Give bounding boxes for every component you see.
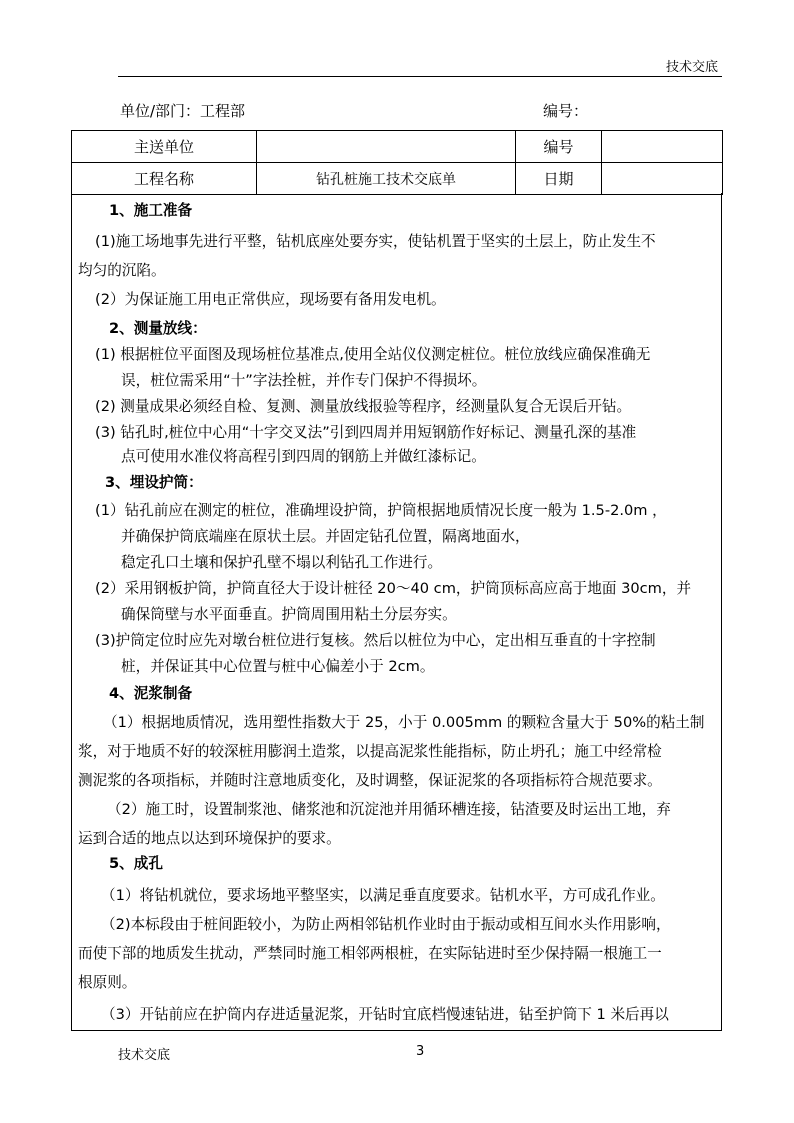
paragraph-line: (3)护筒定位时应先对墩台桩位进行复核。然后以桩位为中心，定出相互垂直的十字控制: [95, 632, 656, 649]
paragraph-line: 浆，对于地质不好的较深桩用膨润土造浆，以提高泥浆性能指标，防止坍孔；施工中经常检: [78, 743, 662, 760]
paragraph-line: 根原则。: [78, 974, 137, 991]
table-row: [72, 163, 723, 195]
date-value: [602, 163, 723, 195]
date-label: 日期: [516, 163, 602, 195]
footer-label: 技术交底: [118, 1048, 171, 1063]
paragraph-line: 点可使用水准仪将高程引到四周的钢筋上并做红漆标记。: [121, 448, 486, 465]
content-box: [71, 193, 722, 1031]
paragraph-line: 稳定孔口土壤和保护孔壁不塌以利钻孔工作进行。: [121, 554, 443, 571]
page-number: 3: [416, 1044, 425, 1059]
paragraph-line: 均匀的沉陷。: [78, 262, 166, 279]
header-title: 技术交底: [665, 60, 718, 75]
paragraph-line: 并确保护筒底端座在原状土层。并固定钻孔位置，隔离地面水，: [121, 528, 530, 545]
sender-label: 主送单位: [72, 131, 257, 163]
section-title: 1、施工准备: [109, 202, 193, 219]
project-value: 钻孔桩施工技术交底单: [257, 163, 516, 195]
paragraph-line: （1）根据地质情况，选用塑性指数大于 25，小于 0.005mm 的颗粒含量大于 50%的粘土制: [103, 714, 705, 731]
paragraph-line: （3）开钻前应在护筒内存进适量泥浆，开钻时宜底档慢速钻进，钻至护筒下 1 米后再以: [101, 1006, 669, 1023]
info-table: [71, 130, 723, 195]
paragraph-line: 确保筒壁与水平面垂直。护筒周围用粘土分层夯实。: [121, 606, 457, 623]
paragraph-line: 测泥浆的各项指标，并随时注意地质变化，及时调整，保证泥浆的各项指标符合规范要求。: [78, 772, 662, 789]
paragraph-line: (3) 钻孔时,桩位中心用“十字交叉法”引到四周并用短钢筋作好标记、测量孔深的基准: [95, 424, 637, 441]
code-value: [602, 131, 723, 163]
paragraph-line: 运到合适的地点以达到环境保护的要求。: [78, 830, 341, 847]
paragraph-line: (2）采用钢板护筒，护筒直径大于设计桩径 20～40 cm，护筒顶标高应高于地面 30cm，并: [95, 580, 692, 597]
paragraph-line: (2）为保证施工用电正常供应，现场要有备用发电机。: [95, 291, 446, 308]
paragraph-line: 桩，并保证其中心位置与桩中心偏差小于 2cm。: [121, 658, 435, 675]
section-title: 5、成孔: [109, 855, 163, 872]
paragraph-line: (1)施工场地事先进行平整，钻机底座处要夯实，使钻机置于坚实的土层上，防止发生不: [95, 233, 656, 250]
table-row: [72, 131, 723, 163]
section-title: 2、测量放线：: [109, 320, 207, 337]
paragraph-line: (2) 测量成果必须经自检、复测、测量放线报验等程序，经测量队复合无误后开钻。: [95, 398, 632, 415]
paragraph-line: （1）将钻机就位，要求场地平整坚实，以满足垂直度要求。钻机水平，方可成孔作业。: [101, 887, 665, 904]
sender-value: [257, 131, 516, 163]
project-label: 工程名称: [72, 163, 257, 195]
document-number: 编号：: [543, 102, 589, 120]
header-rule: [118, 76, 722, 77]
code-label: 编号: [516, 131, 602, 163]
paragraph-line: （2）施工时，设置制浆池、储浆池和沉淀池并用循环槽连接，钻渣要及时运出工地，弃: [107, 801, 671, 818]
paragraph-line: 误，桩位需采用“十”字法拴桩，并作专门保护不得损坏。: [121, 372, 487, 389]
paragraph-line: 而使下部的地质发生扰动，严禁同时施工相邻两根桩，在实际钻进时至少保持隔一根施工一: [78, 945, 662, 962]
paragraph-line: (1）钻孔前应在测定的桩位，准确埋设护筒，护筒根据地质情况长度一般为 1.5-2.0m ，: [95, 502, 667, 519]
section-title: 4、泥浆制备: [109, 685, 193, 702]
paragraph-line: （2)本标段由于桩间距较小，为防止两相邻钻机作业时由于振动或相互间水头作用影响，: [101, 916, 671, 933]
unit-department: 单位/部门：工程部: [120, 102, 246, 120]
paragraph-line: (1) 根据桩位平面图及现场桩位基准点,使用全站仪仪测定桩位。桩位放线应确保准确无: [95, 346, 651, 363]
section-title: 3、埋设护筒：: [105, 474, 203, 491]
